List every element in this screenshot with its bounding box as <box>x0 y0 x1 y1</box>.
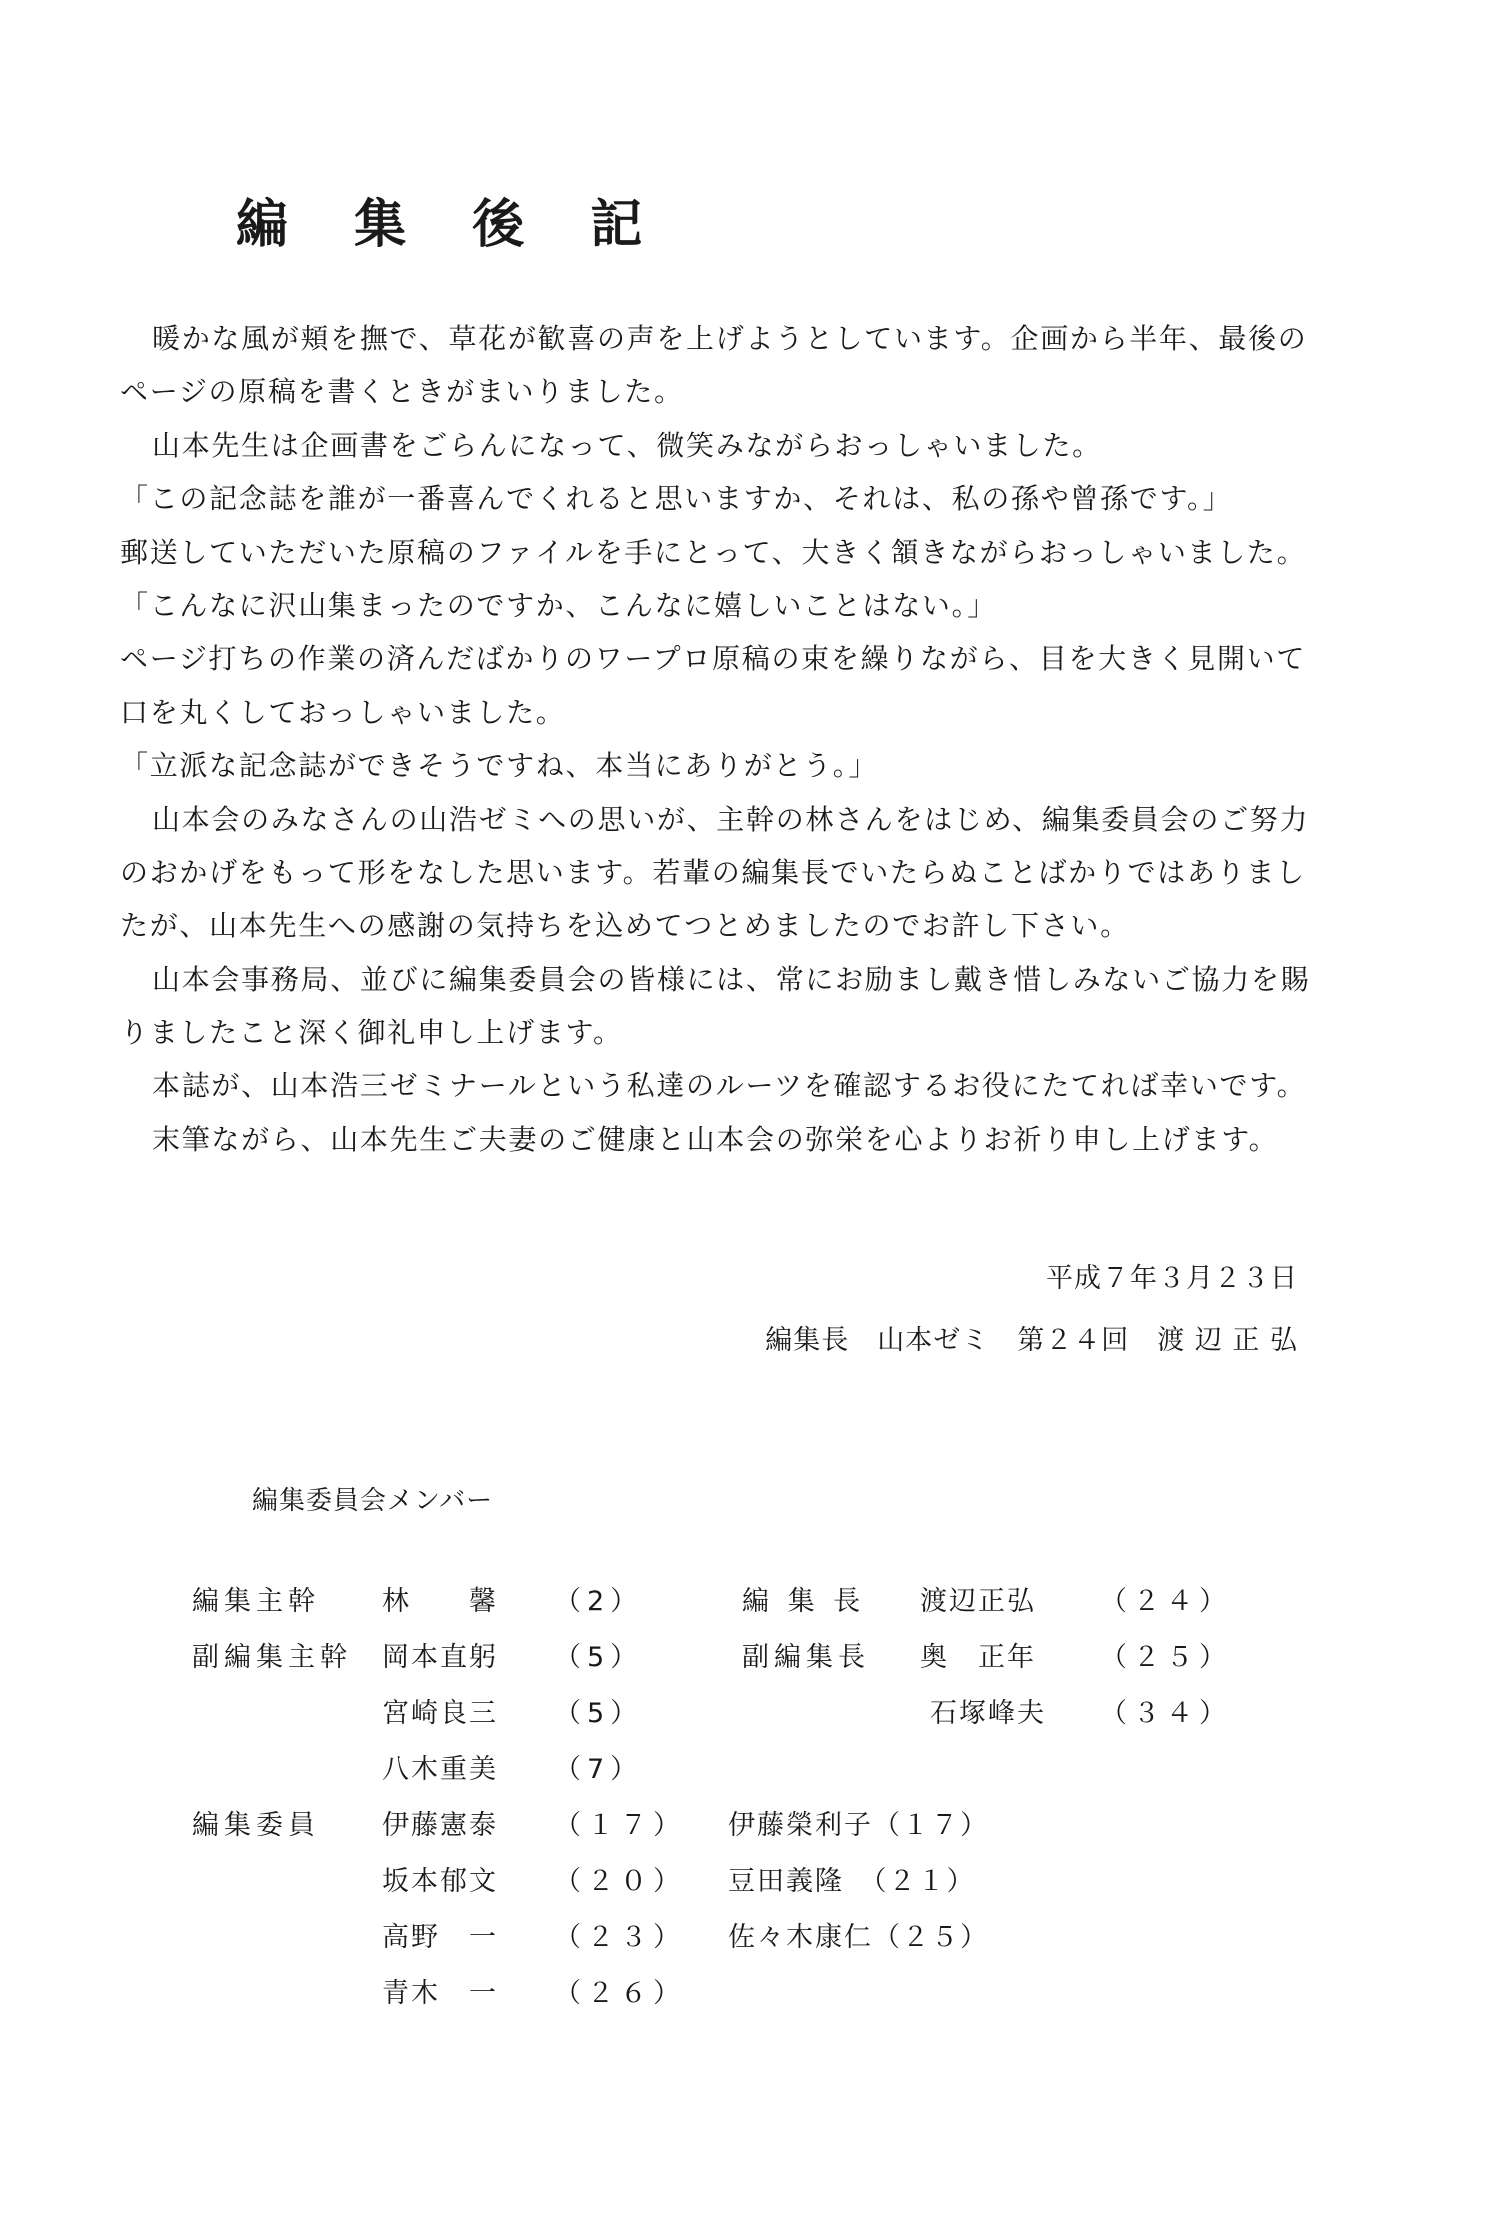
member-role: 副編集主幹 <box>192 1642 352 1673</box>
member-row <box>0 1694 1512 1734</box>
member-cohort: （２４） <box>1100 1586 1232 1617</box>
member-name: 八木重美 <box>382 1754 498 1785</box>
body-line: たが、山本先生への感謝の気持ちを込めてつとめましたのでお許し下さい。 <box>120 909 1130 943</box>
member-cohort: （7） <box>554 1754 644 1785</box>
member-row <box>0 1582 1512 1622</box>
member-role: 編集委員 <box>192 1810 320 1841</box>
body-line: 本誌が、山本浩三ゼミナールという私達のルーツを確認するお役にたてれば幸いです。 <box>152 1069 1307 1103</box>
member-row <box>0 1638 1512 1678</box>
member-role: 編集主幹 <box>192 1586 320 1617</box>
member-cohort: （5） <box>554 1698 644 1729</box>
member-cohort: （２６） <box>554 1978 686 2009</box>
page-title: 編 集 後 記 <box>236 195 667 255</box>
member-row <box>0 1862 1512 1902</box>
member-cohort: （１７） <box>554 1810 686 1841</box>
body-line: りましたこと深く御礼申し上げます。 <box>120 1016 623 1050</box>
member-cohort: （２３） <box>554 1922 686 1953</box>
member-role: 編 集 長 <box>742 1586 866 1617</box>
member-name: 佐々木康仁（２５） <box>728 1922 989 1953</box>
afterword-body <box>120 312 1410 1166</box>
member-name: 林 馨 <box>382 1586 498 1617</box>
member-cohort: （2） <box>554 1586 644 1617</box>
body-line: 「この記念誌を誰が一番喜んでくれると思いますか、それは、私の孫や曾孫です。」 <box>120 482 1233 516</box>
member-name: 岡本直躬 <box>382 1642 498 1673</box>
body-line: 末筆ながら、山本先生ご夫妻のご健康と山本会の弥栄を心よりお祈り申し上げます。 <box>152 1122 1279 1156</box>
member-name: 豆田義隆 （２１） <box>728 1866 976 1897</box>
member-row <box>0 1806 1512 1846</box>
body-line: 山本会事務局、並びに編集委員会の皆様には、常にお励まし戴き惜しみないご協力を賜 <box>152 962 1311 996</box>
member-row <box>0 1974 1512 2014</box>
body-line: 山本会のみなさんの山浩ゼミへの思いが、主幹の林さんをはじめ、編集委員会のご努力 <box>152 802 1310 836</box>
body-line: 口を丸くしておっしゃいました。 <box>120 695 566 729</box>
member-name: 伊藤憲泰 <box>382 1810 498 1841</box>
member-row <box>0 1918 1512 1958</box>
member-name: 高野 一 <box>382 1922 498 1953</box>
date-line: 平成７年３月２３日 <box>1046 1263 1298 1294</box>
body-line: ページ打ちの作業の済んだばかりのワープロ原稿の束を繰りながら、目を大きく見開いて <box>120 642 1307 676</box>
member-role: 副編集長 <box>742 1642 870 1673</box>
member-cohort: （３４） <box>1100 1698 1232 1729</box>
member-cohort: （5） <box>554 1642 644 1673</box>
members-heading: 編集委員会メンバー <box>252 1486 494 1516</box>
member-cohort: （２０） <box>554 1866 686 1897</box>
member-name: 奥 正年 <box>920 1642 1036 1673</box>
member-name: 伊藤榮利子（１７） <box>728 1810 989 1841</box>
body-line: のおかげをもって形をなした思います。若輩の編集長でいたらぬことばかりではありまし <box>120 855 1306 889</box>
member-cohort: （２５） <box>1100 1642 1232 1673</box>
body-line: ページの原稿を書くときがまいりました。 <box>120 375 684 409</box>
body-line: 「立派な記念誌ができそうですね、本当にありがとう。」 <box>120 749 879 783</box>
body-line: 山本先生は企画書をごらんになって、微笑みながらおっしゃいました。 <box>152 428 1102 462</box>
body-line: 暖かな風が頬を撫で、草花が歓喜の声を上げようとしています。企画から半年、最後の <box>152 322 1308 355</box>
member-name: 宮崎良三 <box>382 1698 498 1729</box>
body-line: 郵送していただいた原稿のファイルを手にとって、大きく頷きながらおっしゃいました。 <box>120 535 1307 569</box>
editor-signature: 編集長 山本ゼミ 第２４回 渡 辺 正 弘 <box>765 1325 1298 1356</box>
member-row <box>0 1750 1512 1790</box>
member-name: 渡辺正弘 <box>920 1586 1036 1617</box>
member-name: 石塚峰夫 <box>930 1698 1046 1729</box>
body-line: 「こんなに沢山集まったのですか、こんなに嬉しいことはない。」 <box>120 588 998 622</box>
member-name: 坂本郁文 <box>382 1866 498 1897</box>
member-name: 青木 一 <box>382 1978 498 2009</box>
